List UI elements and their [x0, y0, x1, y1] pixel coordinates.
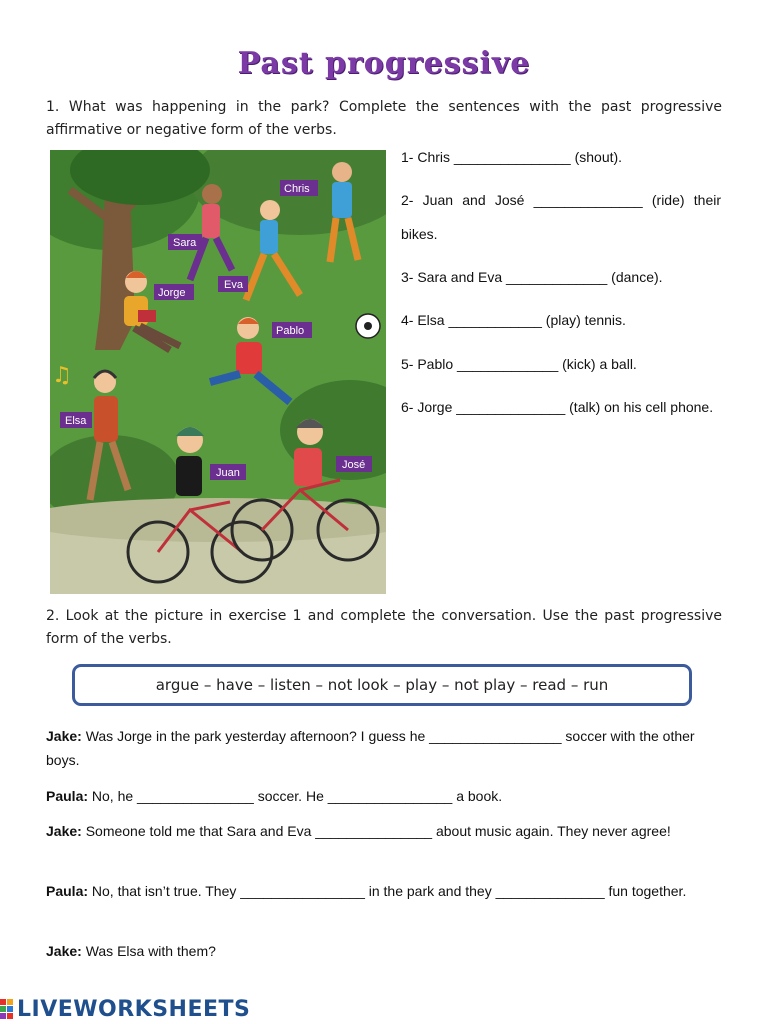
- dialogue-line-1: [46, 724, 722, 772]
- speaker: Paula:: [46, 883, 89, 899]
- footer-brand[interactable]: LIVEWORKSHEETS: [17, 996, 251, 1022]
- svg-text:Elsa: Elsa: [65, 415, 87, 427]
- dialogue-line-2: [46, 784, 722, 808]
- page-title: Past progressive: [237, 46, 531, 81]
- speaker: Jake:: [46, 823, 82, 839]
- svg-text:Sara: Sara: [173, 237, 197, 249]
- sentence-3: 3- Sara and Eva _____________ (dance).: [401, 269, 663, 285]
- line-text: No, he _______________ soccer. He ________________ a book.: [88, 788, 503, 804]
- svg-text:José: José: [342, 459, 366, 471]
- speaker: Jake:: [46, 943, 82, 959]
- speaker: Jake:: [46, 728, 82, 744]
- line-text: No, that isn’t true. They ________________ in the park and they ______________ fun together.: [88, 883, 687, 899]
- speaker: Paula:: [46, 788, 89, 804]
- liveworksheets-logo-icon: [0, 999, 13, 1019]
- word-bank: argue – have – listen – not look – play – not play – read – run: [72, 664, 692, 706]
- sentence-2: 2- Juan and José ______________ (ride) their bikes.: [401, 192, 721, 242]
- svg-text:Jorge: Jorge: [158, 287, 186, 299]
- sentence-1: 1- Chris _______________ (shout).: [401, 149, 623, 165]
- exercise1-instruction: 1. What was happening in the park? Complete the sentences with the past progressive affirmative or negative form of the verbs.: [46, 99, 722, 138]
- dialogue-line-4: [46, 879, 722, 903]
- svg-text:Eva: Eva: [224, 279, 243, 291]
- line-text: Was Jorge in the park yesterday afternoon? I guess he _________________ soccer with the other boys.: [46, 728, 695, 768]
- sentence-4: 4- Elsa ____________ (play) tennis.: [401, 312, 626, 328]
- line-text: Someone told me that Sara and Eva _______________ about music again. They never agree!: [81, 823, 671, 839]
- line-text: Was Elsa with them?: [81, 943, 216, 959]
- chris-figure: [332, 162, 352, 182]
- svg-text:Pablo: Pablo: [276, 325, 305, 337]
- dialogue-line-5: [46, 939, 722, 963]
- svg-text:Juan: Juan: [216, 467, 240, 479]
- sentence-5: 5- Pablo _____________ (kick) a ball.: [401, 356, 637, 372]
- park-illustration: [50, 150, 386, 594]
- sentence-6: 6- Jorge ______________ (talk) on his cell phone.: [401, 399, 714, 415]
- exercise2-instruction: 2. Look at the picture in exercise 1 and complete the conversation. Use the past progressive form of the verbs.: [46, 608, 722, 647]
- music-notes-icon: ♫: [52, 363, 72, 388]
- footer: [0, 994, 250, 1024]
- svg-text:Chris: Chris: [284, 183, 310, 195]
- dialogue-line-3: [46, 819, 722, 843]
